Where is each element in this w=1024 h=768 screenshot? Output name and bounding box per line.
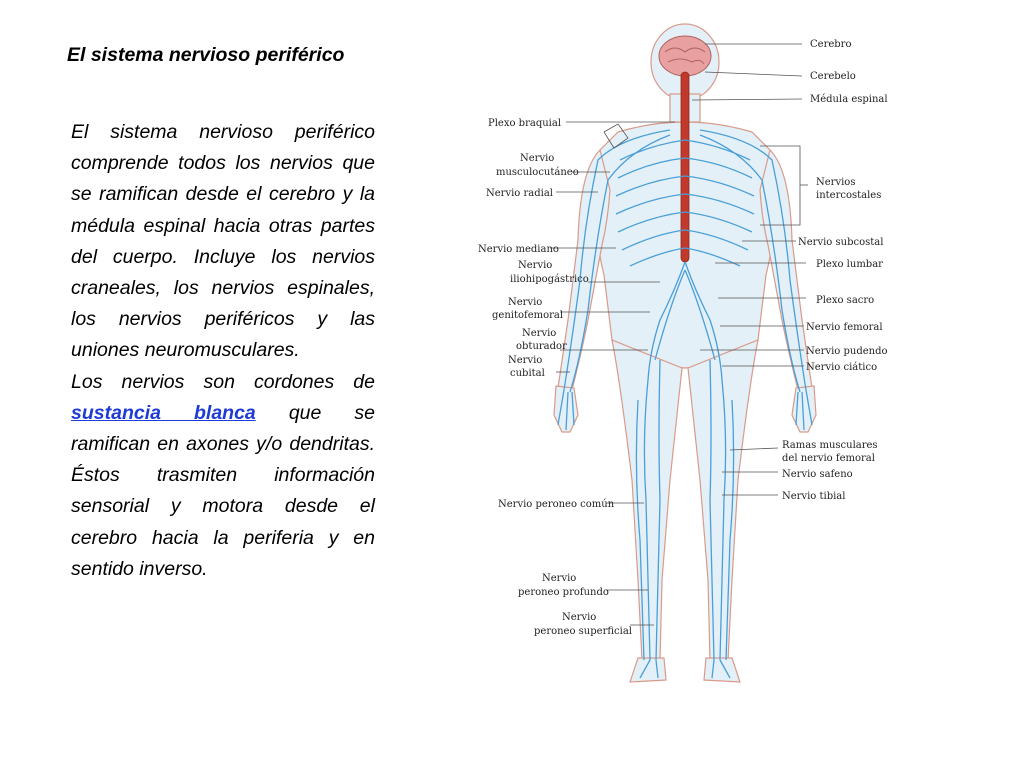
label-nervio-safeno: Nervio safeno — [782, 469, 853, 480]
label-ramas-musculares-1: Ramas musculares — [782, 440, 878, 451]
paragraph-1: El sistema nervioso periférico comprende todos los nervios que se ramifican desde el cerebro y la médula espinal hacia otras partes del cuerpo. Incluye los nervios craneales, los nervios espinales, los nervios periféricos y las uniones neuromusculares. — [71, 121, 375, 362]
label-iliohipogastrico-1: Nervio — [518, 260, 553, 271]
label-cubital-2: cubital — [510, 368, 545, 379]
label-peroneo-superficial-2: peroneo superficial — [534, 626, 632, 637]
label-nervio-mediano: Nervio mediano — [478, 244, 559, 255]
label-plexo-sacro: Plexo sacro — [816, 295, 875, 306]
labels-right — [782, 39, 888, 502]
label-genitofemoral-1: Nervio — [508, 297, 543, 308]
label-peroneo-superficial-1: Nervio — [562, 612, 597, 623]
label-nervio-tibial: Nervio tibial — [782, 491, 846, 502]
label-iliohipogastrico-2: iliohipogástrico — [510, 274, 589, 285]
label-ramas-musculares-2: del nervio femoral — [782, 453, 875, 464]
label-peroneo-comun: Nervio peroneo común — [498, 499, 615, 510]
label-medula-espinal: Médula espinal — [810, 94, 888, 105]
sustancia-blanca-link[interactable]: sustancia blanca — [71, 401, 256, 424]
label-nervios-intercostales-1: Nervios — [816, 177, 856, 188]
slide-title: El sistema nervioso periférico — [67, 44, 345, 66]
spinal-cord-icon — [681, 72, 689, 262]
label-cubital-1: Nervio — [508, 355, 543, 366]
nervous-system-diagram — [470, 20, 900, 710]
paragraph-2-end: que se ramifican en axones y/o dendritas. Éstos trasmiten información sensorial y motora desde el cerebro hacia la periferia y en sentido inverso. — [71, 401, 375, 580]
label-nervio-femoral: Nervio femoral — [806, 322, 883, 333]
label-musculocutaneo-1: Nervio — [520, 153, 555, 164]
label-peroneo-profundo-2: peroneo profundo — [518, 587, 609, 598]
label-peroneo-profundo-1: Nervio — [542, 573, 577, 584]
label-nervios-intercostales-2: intercostales — [816, 190, 882, 201]
label-cerebro: Cerebro — [810, 39, 852, 50]
label-nervio-subcostal: Nervio subcostal — [798, 237, 884, 248]
label-plexo-braquial: Plexo braquial — [488, 118, 562, 129]
label-obturador-1: Nervio — [522, 328, 557, 339]
label-genitofemoral-2: genitofemoral — [492, 310, 564, 321]
label-nervio-ciatico: Nervio ciático — [806, 362, 878, 373]
brain-icon — [659, 36, 711, 76]
body-text — [71, 117, 375, 585]
label-plexo-lumbar: Plexo lumbar — [816, 259, 883, 270]
label-obturador-2: obturador — [516, 341, 567, 352]
label-musculocutaneo-2: musculocutáneo — [496, 167, 579, 178]
label-nervio-pudendo: Nervio pudendo — [806, 346, 888, 357]
paragraph-2-start: Los nervios son cordones de — [71, 370, 375, 393]
label-nervio-radial: Nervio radial — [486, 188, 553, 199]
paragraph-2 — [71, 367, 375, 585]
label-cerebelo: Cerebelo — [810, 71, 856, 82]
